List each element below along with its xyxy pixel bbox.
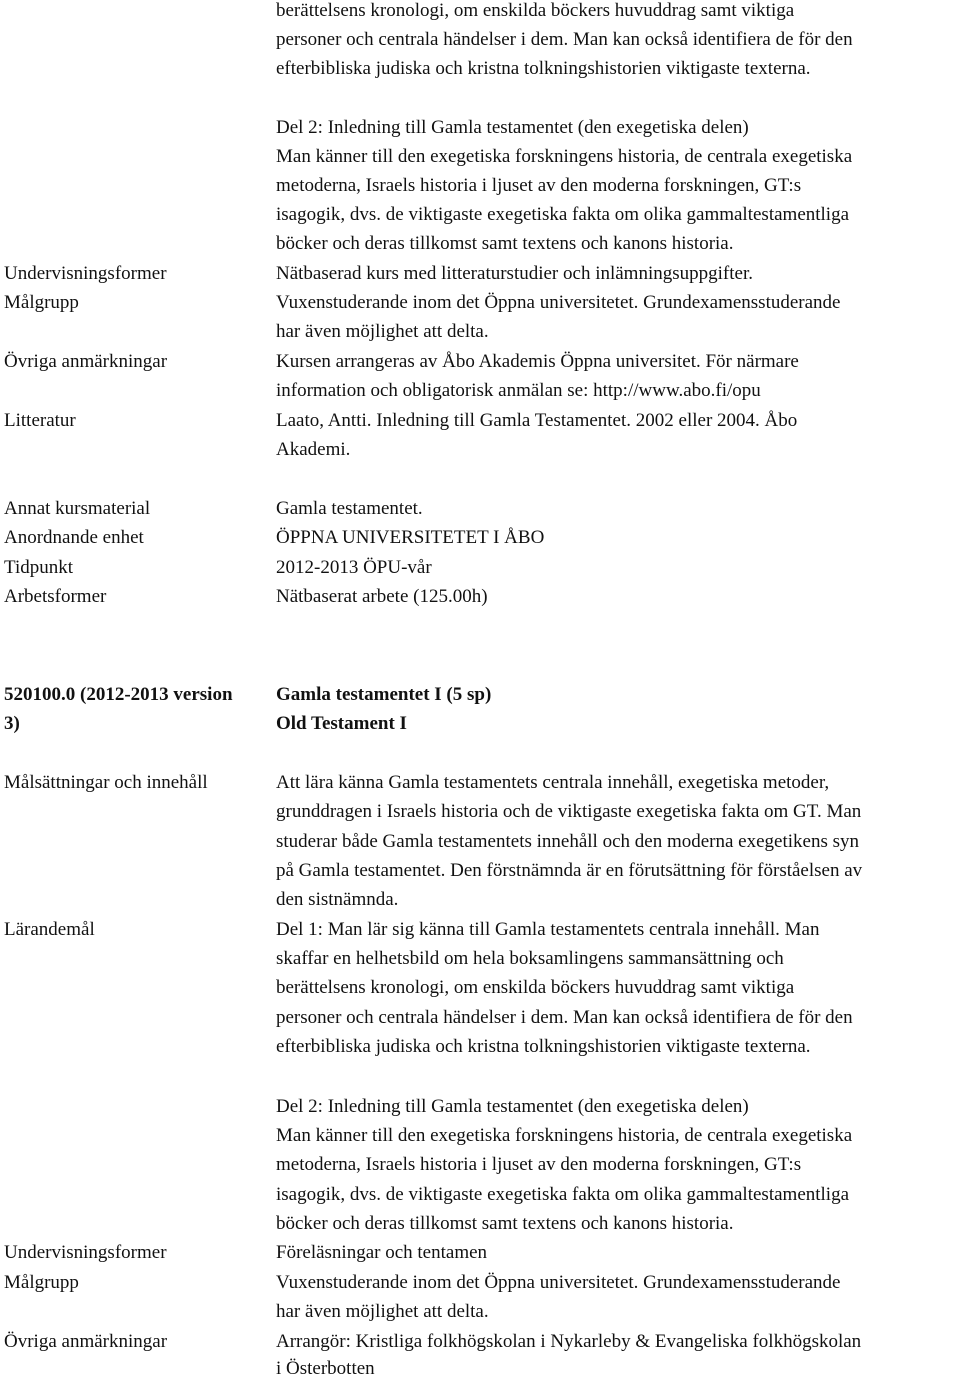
course-title: Gamla testamentet I (5 sp) [276, 684, 492, 705]
field-value-annat-kursmaterial: Gamla testamentet. [276, 498, 423, 519]
field-label-anordnande-enhet: Anordnande enhet [4, 527, 144, 548]
field-value-arbetsformer: Nätbaserat arbete (125.00h) [276, 586, 488, 607]
field-label-malgrupp: Målgrupp [4, 292, 79, 313]
field-label-litteratur: Litteratur [4, 410, 76, 431]
field-value-larandemal: metoderna, Israels historia i ljuset av den moderna forskningen, GT:s [276, 1154, 802, 1175]
field-value-larandemal: Del 1: Man lär sig känna till Gamla testamentets centrala innehåll. Man [276, 919, 820, 940]
field-value-ovriga-anmarkningar: Arrangör: Kristliga folkhögskolan i Nykarleby & Evangeliska folkhögskolan [276, 1331, 862, 1352]
text-line: berättelsens kronologi, om enskilda böckers huvuddrag samt viktiga [276, 0, 795, 21]
field-value-litteratur: Akademi. [276, 439, 351, 460]
field-value-malsattningar: studerar både Gamla testamentets innehåll och den moderna exegetikens syn [276, 831, 859, 852]
field-label-malsattningar: Målsättningar och innehåll [4, 772, 208, 793]
field-label-ovriga-anmarkningar: Övriga anmärkningar [4, 1331, 168, 1352]
field-value-malgrupp: har även möjlighet att delta. [276, 321, 489, 342]
field-label-arbetsformer: Arbetsformer [4, 586, 107, 607]
field-label-ovriga-anmarkningar: Övriga anmärkningar [4, 351, 168, 372]
field-label-annat-kursmaterial: Annat kursmaterial [4, 498, 151, 519]
field-value-undervisningsformer: Föreläsningar och tentamen [276, 1242, 488, 1263]
field-value-larandemal: skaffar en helhetsbild om hela boksamlingens sammansättning och [276, 948, 784, 969]
text-line: personer och centrala händelser i dem. Man kan också identifiera de för den [276, 29, 853, 50]
field-value-litteratur: Laato, Antti. Inledning till Gamla Testamentet. 2002 eller 2004. Åbo [276, 410, 798, 431]
field-value-malsattningar: Att lära känna Gamla testamentets centrala innehåll, exegetiska metoder, [276, 772, 830, 793]
field-label-undervisningsformer: Undervisningsformer [4, 1242, 167, 1263]
field-value-tidpunkt: 2012-2013 ÖPU-vår [276, 557, 432, 578]
field-label-malgrupp: Målgrupp [4, 1272, 79, 1293]
field-value-malgrupp: Vuxenstuderande inom det Öppna universitetet. Grundexamensstuderande [276, 1272, 841, 1293]
field-label-larandemal: Lärandemål [4, 919, 95, 940]
text-line: metoderna, Israels historia i ljuset av den moderna forskningen, GT:s [276, 175, 802, 196]
text-line: Man känner till den exegetiska forskningens historia, de centrala exegetiska [276, 146, 853, 167]
field-value-ovriga-anmarkningar: information och obligatorisk anmälan se: http://www.abo.fi/opu [276, 380, 761, 401]
field-value-larandemal: isagogik, dvs. de viktigaste exegetiska fakta om olika gammaltestamentliga [276, 1184, 850, 1205]
field-value-larandemal: Man känner till den exegetiska forskningens historia, de centrala exegetiska [276, 1125, 853, 1146]
text-line: efterbibliska judiska och kristna tolkningshistorien viktigaste texterna. [276, 58, 811, 79]
field-value-malsattningar: den sistnämnda. [276, 889, 399, 910]
text-line: Del 2: Inledning till Gamla testamentet (den exegetiska delen) [276, 117, 749, 138]
course-code: 520100.0 (2012-2013 version [4, 684, 233, 705]
text-line: böcker och deras tillkomst samt textens och kanons historia. [276, 233, 734, 254]
field-value-malgrupp: har även möjlighet att delta. [276, 1301, 489, 1322]
field-label-tidpunkt: Tidpunkt [4, 557, 73, 578]
field-value-larandemal: Del 2: Inledning till Gamla testamentet (den exegetiska delen) [276, 1096, 749, 1117]
field-value-larandemal: efterbibliska judiska och kristna tolkningshistorien viktigaste texterna. [276, 1036, 811, 1057]
field-value-larandemal: berättelsens kronologi, om enskilda böckers huvuddrag samt viktiga [276, 977, 795, 998]
field-value-ovriga-anmarkningar: i Österbotten [276, 1358, 375, 1379]
text-line: isagogik, dvs. de viktigaste exegetiska fakta om olika gammaltestamentliga [276, 204, 850, 225]
field-value-malsattningar: grunddragen i Israels historia och de viktigaste exegetiska fakta om GT. Man [276, 801, 862, 822]
field-value-ovriga-anmarkningar: Kursen arrangeras av Åbo Akademis Öppna universitet. För närmare [276, 351, 799, 372]
field-label-undervisningsformer: Undervisningsformer [4, 263, 167, 284]
field-value-malsattningar: på Gamla testamentet. Den förstnämnda är en förutsättning för förståelsen av [276, 860, 863, 881]
field-value-larandemal: personer och centrala händelser i dem. Man kan också identifiera de för den [276, 1007, 853, 1028]
course-title-english: Old Testament I [276, 713, 407, 734]
field-value-malgrupp: Vuxenstuderande inom det Öppna universitetet. Grundexamensstuderande [276, 292, 841, 313]
course-code: 3) [4, 713, 20, 734]
field-value-anordnande-enhet: ÖPPNA UNIVERSITETET I ÅBO [276, 527, 545, 548]
field-value-larandemal: böcker och deras tillkomst samt textens och kanons historia. [276, 1213, 734, 1234]
field-value-undervisningsformer: Nätbaserad kurs med litteraturstudier och inlämningsuppgifter. [276, 263, 753, 284]
